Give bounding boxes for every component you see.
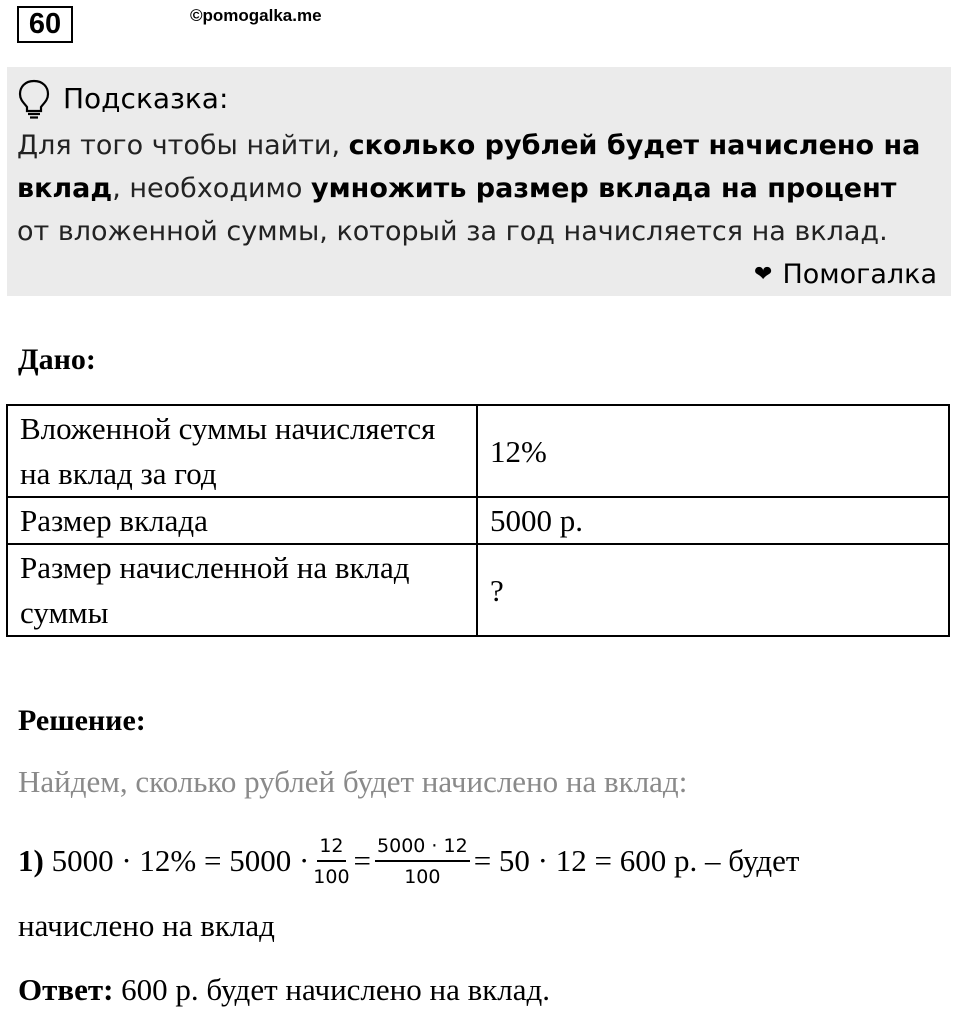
table-cell-label: Вложенной суммы начисляется на вклад за год <box>7 405 477 497</box>
hint-title: Подсказка: <box>63 82 229 115</box>
table-cell-label: Размер вклада <box>7 497 477 544</box>
table-cell-value: 12% <box>477 405 949 497</box>
fraction <box>313 835 349 888</box>
hint-box <box>7 67 951 296</box>
table-cell-label: Размер начисленной на вклад суммы <box>7 544 477 636</box>
given-heading: Дано: <box>18 343 96 376</box>
brand-signature <box>754 253 937 296</box>
answer-text: 600 р. будет начислено на вклад. <box>113 972 551 1007</box>
equals-sign: = <box>353 843 372 878</box>
solution-heading: Решение: <box>18 704 146 737</box>
lightbulb-icon <box>17 79 51 119</box>
hint-text-part: Для того чтобы найти, <box>17 130 349 161</box>
answer-label: Ответ: <box>18 972 114 1007</box>
step-number: 1) <box>18 843 44 878</box>
hint-text-part: , необходимо <box>112 173 312 204</box>
fraction-numerator: 5000 · 12 <box>375 835 470 862</box>
expression-part: = 50 · 12 = 600 р. – будет <box>473 843 800 878</box>
heart-icon: ❤ <box>754 261 773 287</box>
solution-step-1 <box>18 828 799 894</box>
fraction-denominator: 100 <box>404 865 441 888</box>
table-cell-value: ? <box>477 544 949 636</box>
table-row <box>7 544 949 636</box>
hint-text <box>17 124 937 253</box>
fraction <box>375 835 470 888</box>
answer <box>18 972 550 1008</box>
given-table <box>6 404 950 637</box>
expression-part: 5000 · 12% = 5000 · <box>51 843 310 878</box>
fraction-numerator: 12 <box>317 835 345 862</box>
site-watermark: ©pomogalka.me <box>190 6 322 25</box>
brand-name: Помогалка <box>782 259 937 290</box>
hint-bold-part: сколько рублей будет начислено на вклад <box>17 130 921 204</box>
solution-intro: Найдем, сколько рублей будет начислено на вклад: <box>18 764 688 799</box>
problem-number: 60 <box>17 6 73 43</box>
table-row <box>7 497 949 544</box>
fraction-denominator: 100 <box>313 865 350 888</box>
hint-header <box>17 77 228 120</box>
solution-step-1-continued: начислено на вклад <box>18 908 275 943</box>
hint-text-part: от вложенной суммы, который за год начисляется на вклад. <box>17 216 888 247</box>
table-cell-value: 5000 р. <box>477 497 949 544</box>
table-row <box>7 405 949 497</box>
hint-bold-part: умножить размер вклада на процент <box>311 173 897 204</box>
